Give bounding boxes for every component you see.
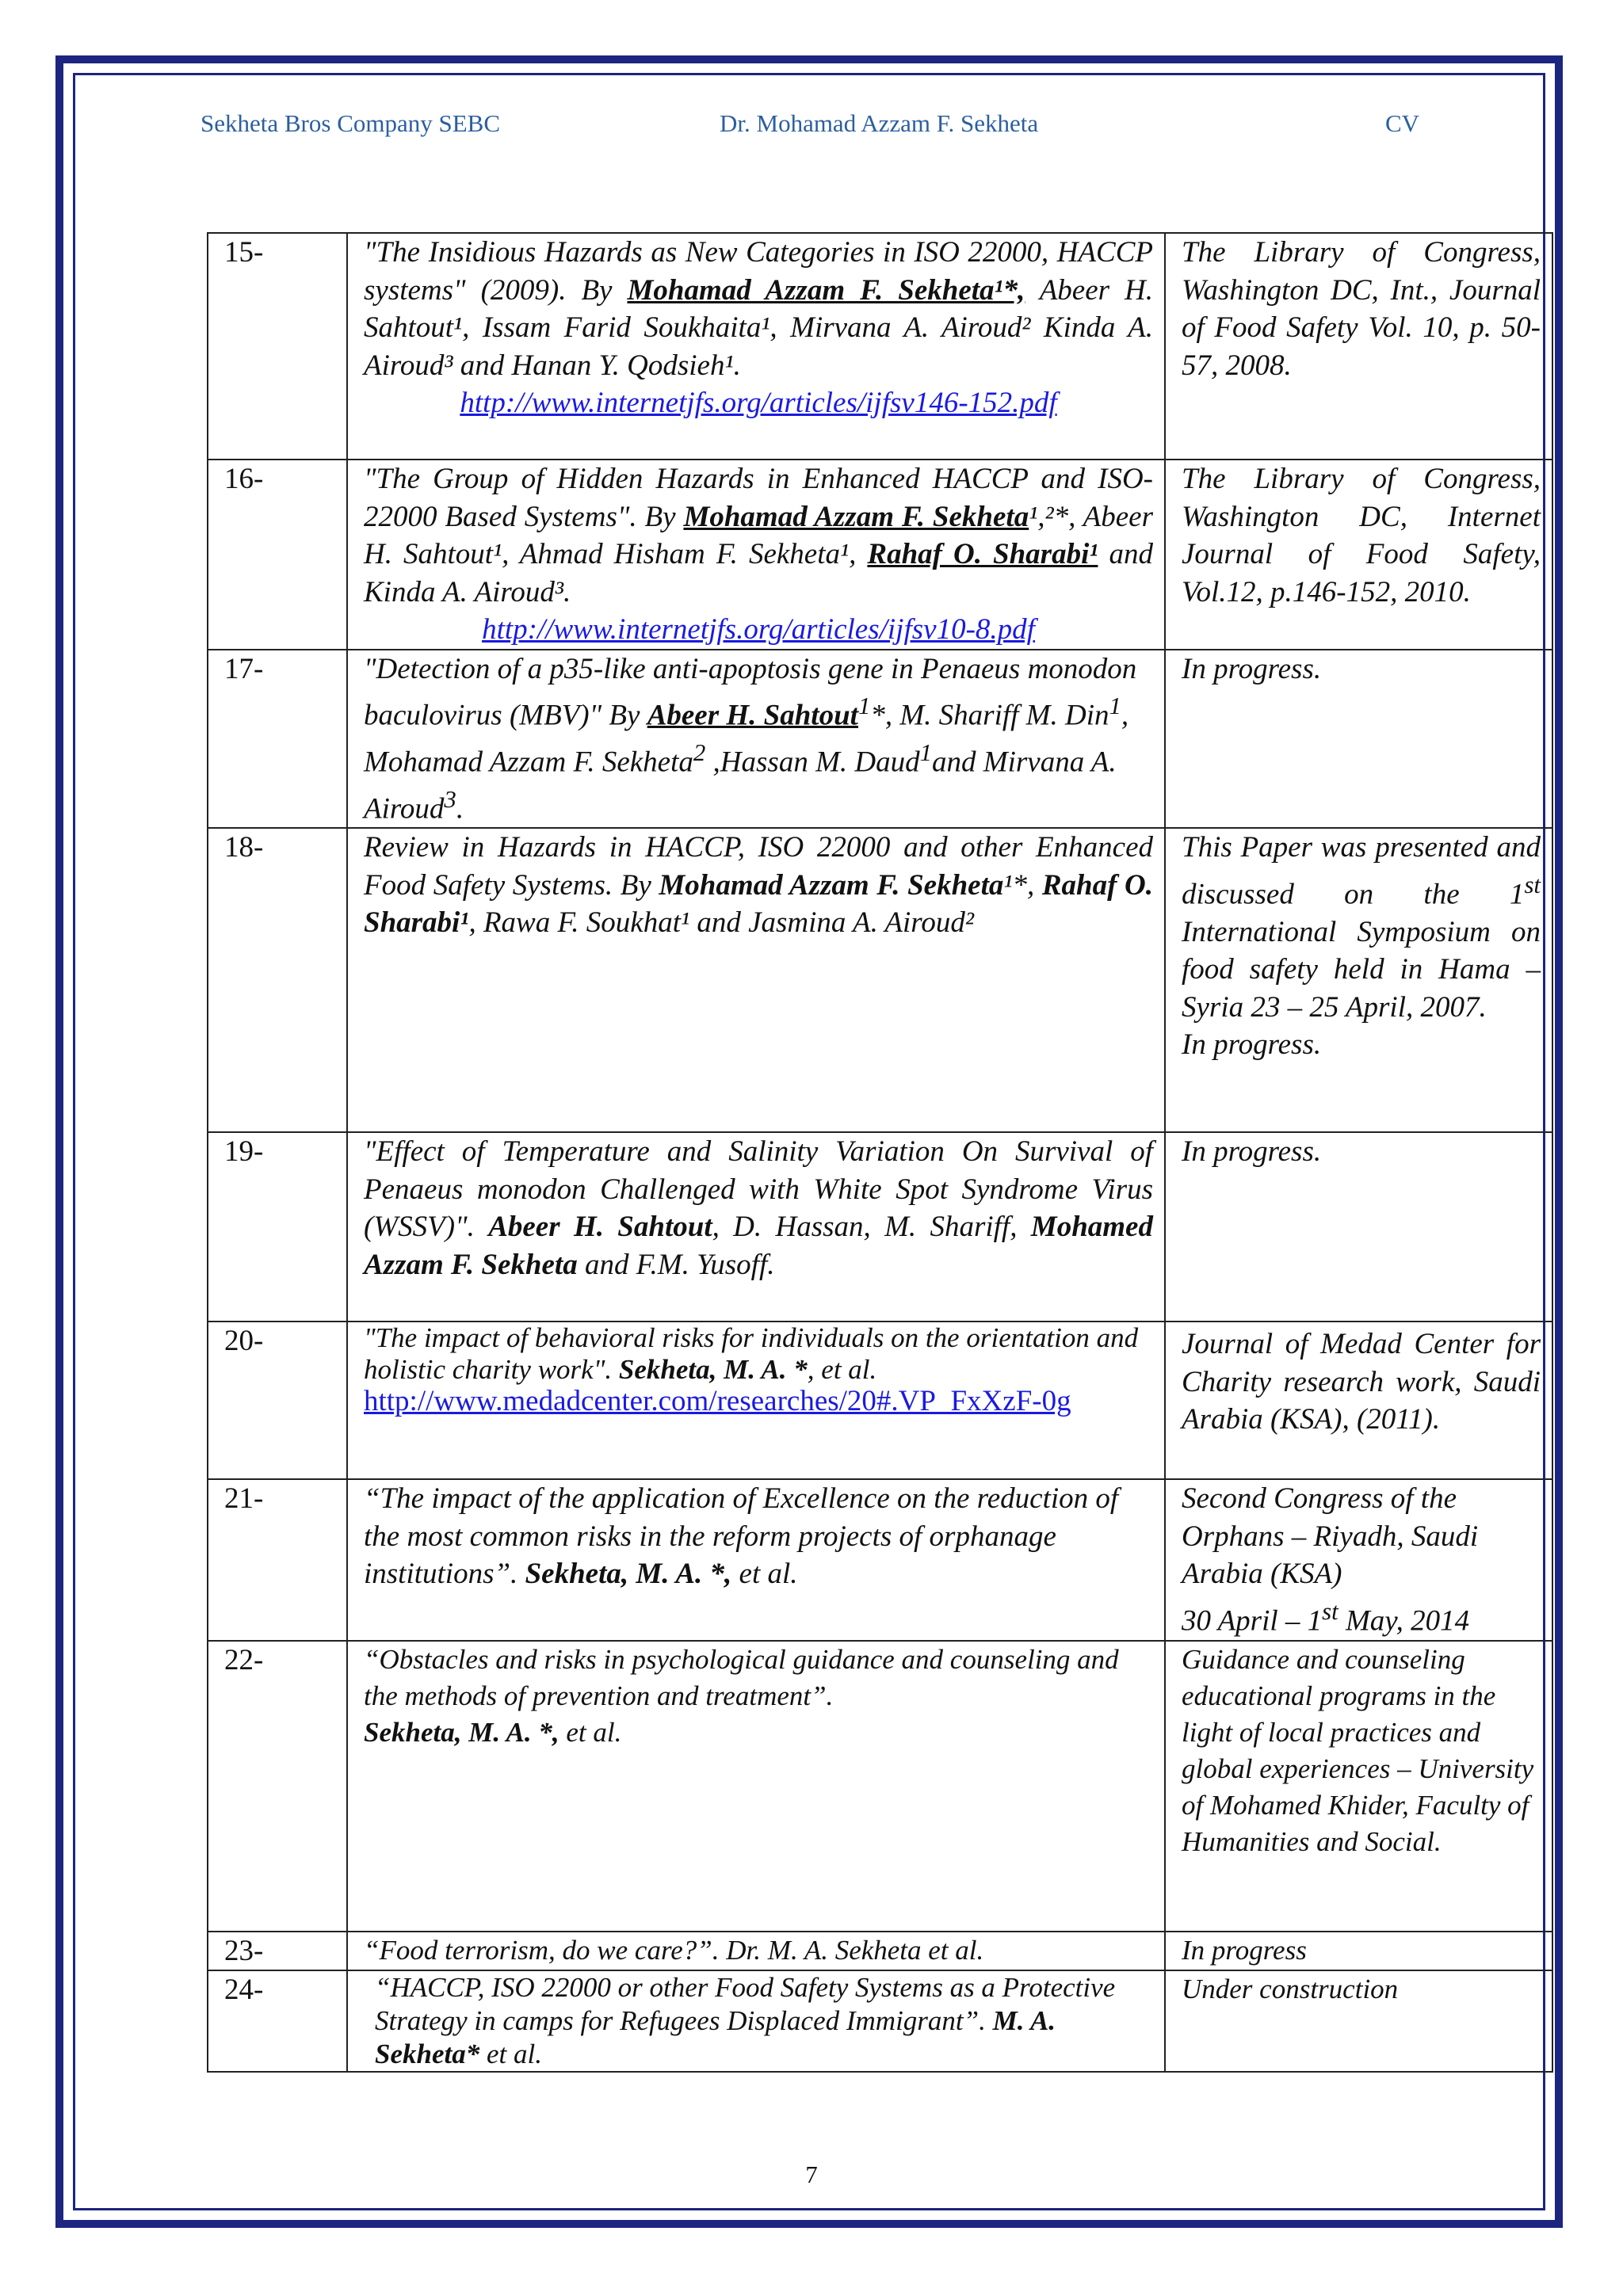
table-row [208,1932,1552,1971]
row-number: 21- [208,1479,347,1640]
publication-venue: Journal of Medad Center for Charity research work, Saudi Arabia (KSA), (2011). [1165,1322,1552,1479]
header-doc-type: CV [1385,109,1420,137]
row-number: 22- [208,1641,347,1932]
publications-table [207,232,1553,2073]
table-row [208,460,1552,650]
row-number: 19- [208,1132,347,1322]
table-row [208,1322,1552,1479]
publication-venue: Under construction [1165,1970,1552,2072]
row-number: 16- [208,460,347,650]
venue-status: In progress. [1182,1028,1322,1062]
table-row [208,1132,1552,1322]
publication-venue: Second Congress of the Orphans – Riyadh, Saudi Arabia (KSA) 30 April – 1st May, 2014 [1165,1479,1552,1640]
row-number: 18- [208,828,347,1132]
table-row [208,650,1552,829]
page-header [0,109,1623,141]
page-number: 7 [805,2161,818,2188]
row-number: 23- [208,1932,347,1971]
publication-venue: This Paper was presented and discussed on the 1st International Symposium on food safety held in Hama – Syria 23 – 25 April, 2007. In progress. [1165,828,1552,1132]
publication-title: "The Group of Hidden Hazards in Enhanced HACCP and ISO-22000 Based Systems". By Mohamad Azzam F. Sekheta¹,²*, Abeer H. Sahtout¹, Ahmad Hisham F. Sekheta¹, Rahaf O. Sharabi¹ and Kinda A. Airoud³. http://www.internetjfs.org/articles/ijfsv10-8.pdf [347,460,1165,650]
publication-title: "The impact of behavioral risks for individuals on the orientation and holistic charity work". Sekheta, M. A. *, et al. http://www.medadcenter.com/researches/20#.VP_FxXzF-0g [347,1322,1165,1479]
publication-title: "The Insidious Hazards as New Categories in ISO 22000, HACCP systems" (2009). By Mohamad Azzam F. Sekheta¹*, Abeer H. Sahtout¹, Issam Farid Soukhaita¹, Mirvana A. Airoud² Kinda A. Airoud³ and Hanan Y. Qodsieh¹. http://www.internetjfs.org/articles/ijfsv146-152.pdf [347,233,1165,460]
table-row [208,233,1552,460]
publication-title: “HACCP, ISO 22000 or other Food Safety Systems as a Protective Strategy in camps for Refugees Displaced Immigrant”. M. A. Sekheta* et al. [347,1970,1165,2072]
header-company: Sekheta Bros Company SEBC [200,109,501,137]
publication-title: “The impact of the application of Excellence on the reduction of the most common risks in the reform projects of orphanage institutions”. Sekheta, M. A. *, et al. [347,1479,1165,1640]
table-row [208,1641,1552,1932]
publication-title: Review in Hazards in HACCP, ISO 22000 and other Enhanced Food Safety Systems. By Mohamad Azzam F. Sekheta¹*, Rahaf O. Sharabi¹, Rawa F. Soukhat¹ and Jasmina A. Airoud² [347,828,1165,1132]
publication-venue: The Library of Congress, Washington DC, Int., Journal of Food Safety Vol. 10, p. 50-57, 2008. [1165,233,1552,460]
table-row [208,828,1552,1132]
table-row [208,1970,1552,2072]
publication-title: “Obstacles and risks in psychological guidance and counseling and the methods of prevention and treatment”. Sekheta, M. A. *, et al. [347,1641,1165,1932]
publication-venue: The Library of Congress, Washington DC, Internet Journal of Food Safety, Vol.12, p.146-152, 2010. [1165,460,1552,650]
row-number: 20- [208,1322,347,1479]
publication-title: "Effect of Temperature and Salinity Variation On Survival of Penaeus monodon Challenged with White Spot Syndrome Virus (WSSV)". Abeer H. Sahtout, D. Hassan, M. Shariff, Mohamed Azzam F. Sekheta and F.M. Yusoff. [347,1132,1165,1322]
row-number: 17- [208,650,347,829]
row-number: 15- [208,233,347,460]
publication-venue: In progress [1165,1932,1552,1971]
table-row [208,1479,1552,1640]
publication-venue: In progress. [1165,650,1552,829]
publication-venue: In progress. [1165,1132,1552,1322]
publication-link[interactable]: http://www.internetjfs.org/articles/ijfsv146-152.pdf [460,387,1057,419]
publication-link[interactable]: http://www.medadcenter.com/researches/20#.VP_FxXzF-0g [364,1385,1071,1418]
publication-title: "Detection of a p35-like anti-apoptosis gene in Penaeus monodon baculovirus (MBV)" By Abeer H. Sahtout$^1$*, M. Shariff M. Din$^1$, Mohamad Azzam F. Sekheta$^2$ ,Hassan M. Daud$^1$and Mirvana A. Airoud$^3$. [347,650,1165,829]
publication-title: “Food terrorism, do we care?”. Dr. M. A. Sekheta et al. [347,1932,1165,1971]
header-author: Dr. Mohamad Azzam F. Sekheta [720,109,1039,137]
publication-link[interactable]: http://www.internetjfs.org/articles/ijfsv10-8.pdf [482,613,1035,646]
row-number: 24- [208,1970,347,2072]
publication-venue: Guidance and counseling educational programs in the light of local practices and global experiences – University of Mohamed Khider, Faculty of Humanities and Social. [1165,1641,1552,1932]
